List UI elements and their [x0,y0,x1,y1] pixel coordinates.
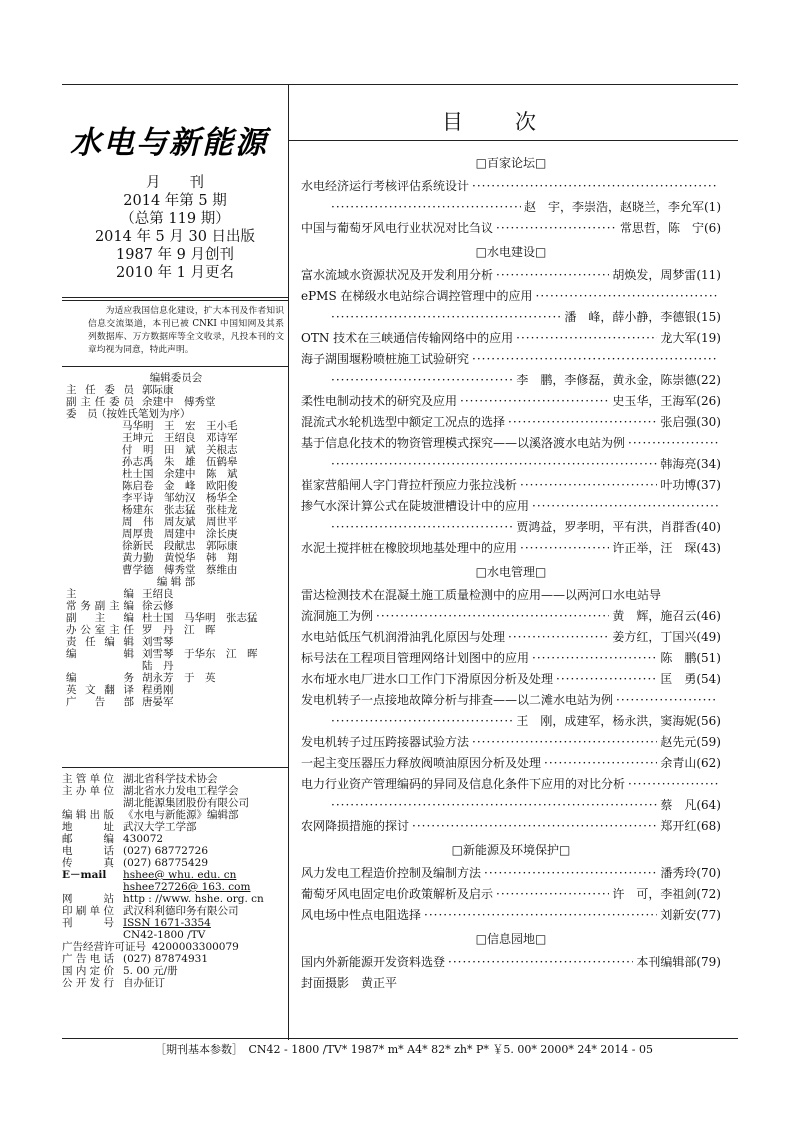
toc-entry-title: 海子湖围堰粉喷桩施工试验研究 [301,352,470,366]
leader-dots [448,952,633,973]
leader-dots [496,884,609,905]
leader-dots [376,606,609,627]
label: 电 话 [62,845,114,857]
leader-dots [556,669,657,690]
toc-entry-title: 掺气水深计算公式在陡坡泄槽设计中的应用 [301,499,530,513]
toc-entry[interactable] [301,328,721,349]
toc-entry-title: 中国与葡萄牙风电行业状况对比刍议 [301,221,494,235]
member-row: 徐新民 段献忠 郭际康 [122,540,238,552]
toc-entry[interactable] [301,905,721,926]
ad-license-row [62,941,286,953]
names: 程勇刚 [142,684,174,696]
toc-entry[interactable] [301,218,721,239]
cn-number: CN42-1800 /TV [123,929,206,941]
value: ISSN 1671-3354 [123,917,211,929]
note: （按姓氏笔划为序） [96,408,191,420]
leader-dots [516,328,657,349]
toc-entry-title: 水泥土搅拌桩在橡胶坝地基处理中的应用 [301,541,518,555]
names: 王绍良 [142,588,174,600]
toc-entry-title: 基于信息化技术的物资管理模式探究——以溪洛渡水电站为例 [301,436,626,450]
price-row [62,965,286,977]
leader-dots [472,349,718,370]
website-row [62,893,286,905]
toc-entry-authors: 余青山(62) [660,756,721,770]
postcode-row [62,833,286,845]
label: 主任委员 [66,384,134,396]
fax-row [62,857,286,869]
label: 责任编辑 [66,636,134,648]
toc-entry-authors: 王 刚，成建军，杨永洪，窦海妮(56) [516,714,721,728]
title-rule [62,297,288,298]
label: 公开发行 [62,977,114,989]
members-row [66,408,286,420]
member-row: 周厚贵 周建中 涂长庚 [122,528,238,540]
member-row: 王坤元 王绍良 邓诗军 [122,432,238,444]
printer-row [62,905,286,917]
names: 罗 丹 江 晖 [142,624,216,636]
toc-entry-title: 雷达检测技术在混凝土施工质量检测中的应用——以两河口水电站导 [301,588,662,602]
leader-dots [508,412,657,433]
toc-entry-authors: 许正举，汪 琛(43) [612,541,721,555]
bottom-rule [62,1038,738,1039]
toc-entry-authors: 黄 辉，施召云(46) [612,609,721,623]
publishing-info [62,773,286,989]
editor-publisher-row [62,809,286,821]
title-rule-2 [62,300,288,301]
value: (027) 68775429 [123,857,209,869]
chief-editor-row [66,588,286,600]
toc-entry-title: 混流式水轮机选型中额定工况点的选择 [301,415,506,429]
toc-entry-authors: 郑开红(68) [660,819,721,833]
toc-entry[interactable] [301,863,721,884]
member-row: 付 明 田 斌 关根志 [122,444,238,456]
vice-director-row [66,396,286,408]
value: (027) 68772726 [123,845,209,857]
editors-row-2: 陆 丹 [142,660,174,672]
leader-dots [520,538,609,559]
label: 主办单位 [62,785,114,797]
publication-date: 2014 年 5 月 30 日出版 [94,229,256,245]
toc-entry-authors: 许 可，李祖剑(72) [612,887,721,901]
toc-entry[interactable] [301,816,721,837]
label: 邮 编 [62,833,114,845]
toc-entry-authors: 本刊编辑部(79) [636,955,721,969]
toc-entry[interactable] [301,391,721,412]
value: 武汉科利德印务有限公司 [123,905,239,917]
label: 委 员 [66,408,98,420]
distribution-row [62,977,286,989]
toc-title-rule [288,140,738,141]
names: 刘雪琴 [142,636,174,648]
toc-entry-title: 风电场中性点电阻选择 [301,908,422,922]
toc-entry[interactable] [301,412,721,433]
frequency: 月 刊 [146,175,204,191]
publication-info [62,174,288,282]
toc-entry-title: 富水流域水资源状况及开发利用分析 [301,268,494,282]
notice-text: 为适应我国信息化建设，扩大本刊及作者知识信息交流渠道，本刊已被 CNKI 中国知网及其系列数据库、万方数据库等全文收录，凡投本刊的文章均视为同意，特此声明。 [88,306,284,355]
toc-entry[interactable] [301,176,721,218]
toc-entry[interactable] [301,265,721,286]
label: 编 辑 [66,648,134,660]
label: 网 站 [62,893,114,905]
value: 4200003300079 [152,941,239,953]
leader-dots [544,753,657,774]
names: 胡永芳 于 英 [142,672,216,684]
toc-entry-authors: 叶功博(37) [660,478,721,492]
email-link[interactable]: hshee@ whu. edu. cn [123,869,237,881]
members-list [66,420,286,576]
member-row: 孙志禹 朱 雄 伍鹤皋 [122,456,238,468]
toc-entry[interactable] [301,349,721,391]
names: 刘雪琴 于华东 江 晖 [142,648,258,660]
label: 广 告 部 [66,696,134,708]
leader-dots [520,475,657,496]
toc-entry-title: 发电机转子过压跨接器试验方法 [301,735,470,749]
toc-entry[interactable] [301,648,721,669]
toc-title: 目次 [442,110,588,134]
copyright-notice [88,305,284,357]
toc-entry-title: 农网降损措施的探讨 [301,819,410,833]
toc-entry-title: 崔家营船闸人字门背拉杆预应力张拉浅析 [301,478,518,492]
label: 主 编 [66,588,134,600]
editorial-rule [62,767,288,768]
value: 湖北省水力发电工程学会 [123,785,239,797]
office-director-row [66,624,286,636]
leader-dots [412,816,657,837]
member-row: 黄力勤 黄悦华 韩 翔 [122,552,238,564]
toc-entry-authors: 陈 鹏(51) [660,651,721,665]
toc-entry-title: 柔性电制动技术的研究及应用 [301,394,458,408]
editors-row [66,648,286,660]
toc-entry-title: 葡萄牙风电固定电价政策解析及启示 [301,887,494,901]
toc-entry-authors: 匡 勇(54) [660,672,721,686]
label: 广告经营许可证号 [62,941,146,953]
toc-section-heading: □水电建设□ [475,245,547,259]
label: 编 务 [66,672,134,684]
toc-entry-title: 发电机转子一点接地故障分析与排查——以二滩水电站为例 [301,693,614,707]
notice-rule [62,366,288,367]
value: (027) 87874931 [123,953,209,965]
toc-section-heading: □新能源及环境保护□ [451,843,571,857]
toc-entry-title: ePMS 在梯级水电站综合调控管理中的应用 [301,289,533,303]
journal-logo: 水电与新能源 [70,125,268,161]
table-of-contents [301,150,721,994]
editorial-board-title: 编辑委员会 [149,372,203,384]
toc-entry-authors: 赵 宇，李崇浩，赵晓兰，李允军(1) [524,200,721,214]
leader-dots [331,197,521,218]
toc-entry-title-cont: 流洞施工为例 [301,609,374,623]
ad-phone-row [62,953,286,965]
toc-entry-title: 水电经济运行考核评估系统设计 [301,179,470,193]
vice-editor-row [66,612,286,624]
journal-parameters: ［期刊基本参数］ CN42 - 1800 /TV* 1987* m* A4* 82* zh* P* ￥5. 00* 2000* 24* 2014 - 05 [155,1043,654,1056]
leader-dots [424,905,657,926]
value: 武汉大学工学部 [123,821,197,833]
issue-number: 2014 年第 5 期 [123,193,227,209]
label: 传 真 [62,857,114,869]
sponsor-row [62,773,286,785]
founded-date: 1987 年 9 月创刊 [116,247,234,263]
label: 地 址 [62,821,114,833]
leader-dots [460,391,609,412]
toc-entry-title: 水布垭水电厂进水口工作门下滑原因分析及处理 [301,672,554,686]
toc-entry-authors: 韩海亮(34) [660,457,721,471]
toc-entry-authors: 常思哲，陈 宁(6) [620,221,721,235]
editorial-board [66,372,286,708]
toc-entry[interactable] [301,669,721,690]
names: 徐云修 [142,600,174,612]
value: 湖北省科学技术协会 [123,773,218,785]
email-row [62,869,286,881]
address-row [62,821,286,833]
editorial-dept-title: 编 辑 部 [156,576,196,588]
toc-entry-authors: 贾鸿益，罗孝明，平有洪，肖群香(40) [516,520,721,534]
toc-entry-authors: 刘新安(77) [660,908,721,922]
names: 唐晏军 [142,696,174,708]
advertising-row [66,696,286,708]
leader-dots [331,517,513,538]
exec-vice-editor-row [66,600,286,612]
toc-entry-authors: 张启强(30) [660,415,721,429]
toc-entry[interactable] [301,753,721,774]
member-row: 李平诗 邹幼汉 杨华全 [122,492,238,504]
leader-dots [472,176,718,197]
names: 郭际康 [142,384,174,396]
toc-entry-title: 风力发电工程造价控制及编制方法 [301,866,482,880]
value: 5. 00 元/册 [123,965,178,977]
translation-row [66,684,286,696]
leader-dots [536,286,719,307]
toc-entry-title: 水电站低压气机润滑油乳化原因与处理 [301,630,506,644]
toc-entry[interactable] [301,538,721,559]
toc-entry[interactable] [301,433,721,475]
toc-entry-title: 标号法在工程项目管理网络计划图中的应用 [301,651,530,665]
total-issue: （总第 119 期） [120,211,230,227]
leader-dots [331,370,513,391]
toc-entry-authors: 蔡 凡(64) [660,798,721,812]
label: 英文翻译 [66,684,134,696]
toc-section-heading: □百家论坛□ [475,156,547,170]
toc-entry-title: OTN 技术在三峡通信传输网络中的应用 [301,331,514,345]
top-rule [62,84,738,85]
toc-entry[interactable] [301,496,721,538]
renamed-date: 2010 年 1 月更名 [116,265,234,281]
toc-entry[interactable] [301,475,721,496]
member-row: 杨建东 张志猛 张桂龙 [122,504,238,516]
member-row: 杜士国 余建中 陈 斌 [122,468,238,480]
toc-entry-authors: 潘 峰，薛小静，李德银(15) [564,310,721,324]
responsible-editor-row [66,636,286,648]
member-row: 周 伟 周友斌 周世平 [122,516,238,528]
leader-dots [484,863,657,884]
toc-entry[interactable] [301,627,721,648]
toc-entry[interactable] [301,732,721,753]
names: 杜士国 马华明 张志猛 [142,612,258,624]
member-row: 曹学德 傅秀堂 蔡维由 [122,564,238,576]
leader-dots [628,433,718,454]
label: 印刷单位 [62,905,114,917]
leader-dots [331,711,513,732]
toc-section-heading: □水电管理□ [475,565,547,579]
leader-dots [331,454,657,475]
value: 《水电与新能源》编辑部 [123,809,239,821]
label: 刊 号 [62,917,114,929]
toc-entry[interactable] [301,973,721,994]
value: 自办征订 [123,977,165,989]
toc-entry[interactable] [301,884,721,905]
names: 余建中 傅秀堂 [142,396,216,408]
issn-row [62,917,286,929]
leader-dots [532,496,718,517]
leader-dots [532,648,657,669]
business-row [66,672,286,684]
website-link[interactable]: http : //www. hshe. org. cn [123,893,264,905]
leader-dots [508,627,609,648]
label: 副主任委员 [66,396,134,408]
leader-dots [331,795,657,816]
toc-entry[interactable] [301,952,721,973]
toc-entry-authors: 姜方红，丁国兴(49) [612,630,721,644]
toc-entry-authors: 史玉华，王海军(26) [612,394,721,408]
label: 主管单位 [62,773,114,785]
toc-entry-title: 国内外新能源开发资料选登 [301,955,446,969]
toc-entry-authors: 李 鹏，李修磊，黄永金，陈崇德(22) [516,373,721,387]
toc-section-heading: □信息园地□ [475,932,547,946]
label: 广告电话 [62,953,114,965]
column-divider [288,84,289,1040]
label: E－mail [62,869,107,881]
director-row [66,384,286,396]
toc-entry-authors: 赵先元(59) [660,735,721,749]
label: 办公室主任 [66,624,134,636]
leader-dots [496,218,617,239]
phone-row [62,845,286,857]
toc-entry[interactable] [301,585,721,627]
label: 副 主 编 [66,612,134,624]
member-row: 马华明 王 宏 王小毛 [122,420,238,432]
toc-entry-title: 封面摄影 黄正平 [301,976,398,990]
member-row: 陈启卷 金 峰 欧阳俊 [122,480,238,492]
label: 编辑出版 [62,809,114,821]
toc-entry[interactable] [301,690,721,732]
toc-entry-authors: 胡焕发，周梦雷(11) [612,268,721,282]
leader-dots [628,774,718,795]
label: 常务副主编 [66,600,134,612]
leader-dots [616,690,718,711]
email-link-2[interactable]: hshee72726@ 163. com [123,881,251,893]
value: 430072 [123,833,164,845]
toc-entry[interactable] [301,286,721,328]
organizer-row [62,785,286,797]
toc-entry-title: 一起主变压器压力释放阀喷油原因分析及处理 [301,756,542,770]
organizer-row-2: 湖北能源集团股份有限公司 [123,797,249,809]
toc-entry[interactable] [301,774,721,816]
toc-entry-title: 电力行业资产管理编码的异同及信息化条件下应用的对比分析 [301,777,626,791]
leader-dots [496,265,609,286]
label: 国内定价 [62,965,114,977]
leader-dots [331,307,561,328]
leader-dots [472,732,657,753]
toc-entry-authors: 潘秀玲(70) [660,866,721,880]
toc-entry-authors: 龙大军(19) [660,331,721,345]
